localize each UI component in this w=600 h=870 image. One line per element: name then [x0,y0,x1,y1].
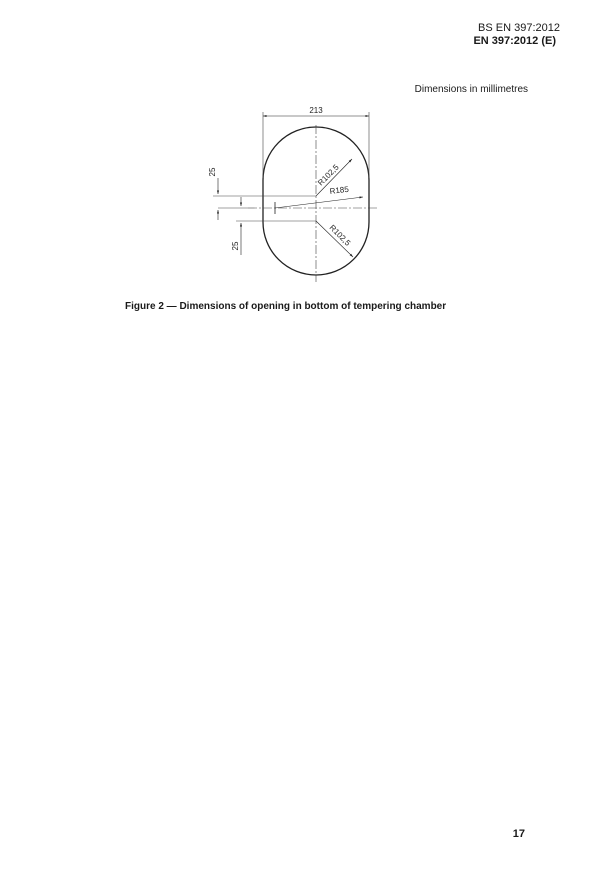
figure-caption: Figure 2 — Dimensions of opening in bottom of tempering chamber [125,301,447,312]
width-label: 213 [309,106,323,115]
offset-bottom-label: 25 [231,241,240,251]
offset-top-label: 25 [208,167,217,177]
page-number: 17 [512,828,525,840]
opening-drawing [195,100,395,290]
radius-top-label: R102,5 [316,162,341,188]
radius-center-label: R185 [329,184,350,196]
standard-code: BS EN 397:2012 [478,22,560,34]
units-note: Dimensions in millimetres [414,84,528,95]
standard-code-en: EN 397:2012 (E) [473,35,556,47]
radius-center-line [275,197,363,208]
radius-bottom-label: R102,5 [327,223,353,248]
